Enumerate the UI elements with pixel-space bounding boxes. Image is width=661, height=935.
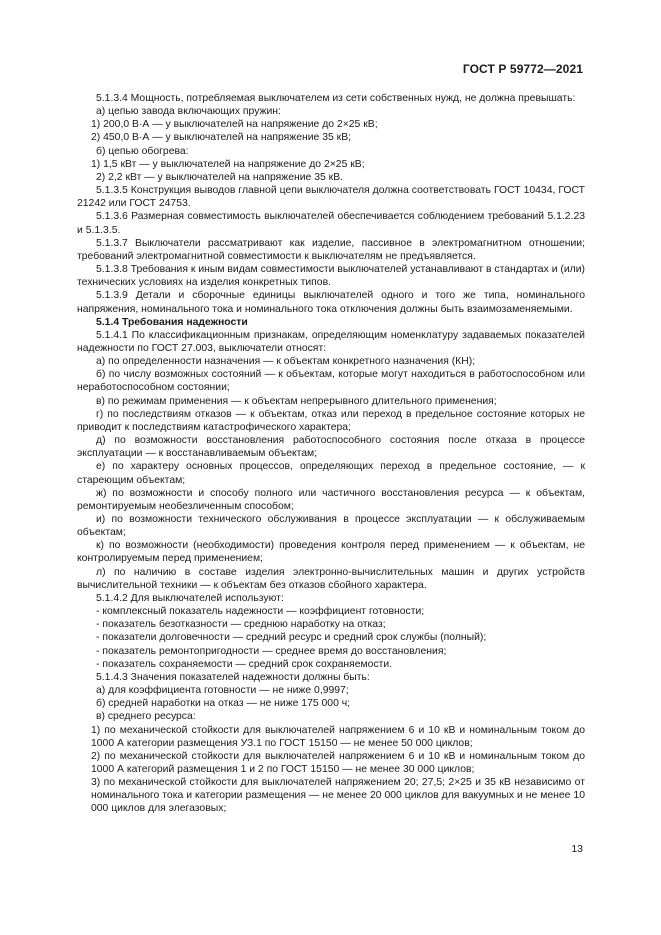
document-body	[77, 92, 585, 816]
paragraph: 5.1.4.3 Значения показателей надежности должны быть:	[96, 671, 370, 683]
paragraph: 2) по механической стойкости для выключателей напряжением 6 и 10 кВ и номинальным током до 1000 А категорий размещения 1 и 2 по ГОСТ 15150 — не менее 30 000 циклов;	[91, 750, 585, 775]
paragraph: 5.1.3.4 Мощность, потребляемая выключателем из сети собственных нужд, не должна превышать:	[96, 93, 576, 104]
paragraph: а) для коэффициента готовности — не ниже 0,9997;	[96, 685, 349, 697]
paragraph: 5.1.3.7 Выключатели рассматривают как изделие, пассивное в электромагнитном отношении; требований электромагнитной совместимости к выключателям не предъявляется.	[77, 237, 585, 262]
paragraph: 5.1.3.5 Конструкция выводов главной цепи выключателя должна соответствовать ГОСТ 10434, ГОСТ 21242 или ГОСТ 24753.	[77, 185, 585, 210]
paragraph: е) по характеру основных процессов, определяющих переход в предельное состояние, — к стареющим объектам;	[77, 461, 585, 486]
paragraph: 5.1.3.8 Требования к иным видам совместимости выключателей устанавливают в стандартах и (или) технических условиях на изделия конкретных типов.	[77, 264, 585, 289]
paragraph: в) среднего ресурса:	[96, 711, 196, 723]
paragraph: 5.1.3.6 Размерная совместимость выключателей обеспечивается соблюдением требований 5.1.2.23 и 5.1.3.5.	[77, 211, 585, 236]
paragraph: 2) 450,0 В·А — у выключателей на напряжение 35 кВ;	[91, 132, 352, 144]
paragraph: а) по определенности назначения — к объектам конкретного назначения (КН);	[96, 356, 476, 368]
paragraph: 1) 1,5 кВт — у выключателей на напряжение до 2×25 кВ;	[91, 158, 365, 170]
paragraph: 3) по механической стойкости для выключателей напряжением 20; 27,5; 2×25 и 35 кВ независимо от номинального тока и категории размещения — не менее 20 000 циклов для вакуумных и не менее 10 000 циклов для элегазовых;	[91, 777, 585, 815]
paragraph: д) по возможности восстановления работоспособного состояния после отказа в процессе эксплуатации — к восстанавливаемым объектам;	[77, 435, 585, 460]
paragraph: к) по возможности (необходимости) проведения контроля перед применением — к объектам, не контролируемым перед применением;	[77, 540, 585, 565]
paragraph: и) по возможности технического обслуживания в процессе эксплуатации — к обслуживаемым объектам;	[77, 514, 585, 539]
paragraph: ж) по возможности и способу полного или частичного восстановления ресурса — к объектам, ремонтируемым необезличенным способом;	[77, 487, 585, 512]
paragraph: - показатели долговечности — средний ресурс и средний срок службы (полный);	[96, 632, 487, 644]
paragraph: в) по режимам применения — к объектам непрерывного длительного применения;	[96, 395, 497, 407]
paragraph: г) по последствиям отказов — к объектам, отказ или переход в предельное состояние которых не приводит к последствиям катастрофического характера;	[77, 408, 585, 433]
paragraph: 5.1.4.2 Для выключателей используют:	[96, 592, 284, 604]
paragraph: 5.1.4.1 По классификационным признакам, определяющим номенклатуру задаваемых показателей надежности по ГОСТ 27.003, выключатели относят:	[77, 329, 585, 354]
document-code: ГОСТ Р 59772—2021	[462, 62, 583, 76]
paragraph: 1) по механической стойкости для выключателей напряжением 6 и 10 кВ и номинальным током до 1000 А категории размещения УЗ.1 по ГОСТ 15150 — не менее 50 000 циклов;	[91, 724, 585, 749]
paragraph: а) цепью завода включающих пружин:	[96, 106, 281, 118]
page-number: 13	[571, 843, 583, 855]
paragraph: 2) 2,2 кВт — у выключателей на напряжение 35 кВ.	[96, 171, 344, 183]
paragraph: б) по числу возможных состояний — к объектам, которые могут находиться в работоспособном или неработоспособном состоянии;	[77, 369, 585, 394]
paragraph: - комплексный показатель надежности — коэффициент готовности;	[96, 606, 425, 618]
paragraph: 5.1.3.9 Детали и сборочные единицы выключателей одного и того же типа, номинального напряжения, номинального тока и номинального тока отключения должны быть взаимозаменяемыми.	[77, 290, 585, 315]
paragraph: - показатель ремонтопригодности — среднее время до восстановления;	[96, 645, 447, 657]
paragraph: б) средней наработки на отказ — не ниже 175 000 ч;	[96, 698, 351, 710]
paragraph: б) цепью обогрева:	[96, 145, 189, 157]
paragraph: л) по наличию в составе изделия электронно-вычислительных машин и других устройств вычислительной техники — к объектам без отказов сбойного характера.	[77, 566, 585, 591]
paragraph: - показатель безотказности — среднюю наработку на отказ;	[96, 619, 386, 631]
paragraph: - показатель сохраняемости — средний срок сохраняемости.	[96, 658, 393, 670]
section-heading: 5.1.4 Требования надежности	[96, 316, 248, 328]
paragraph: 1) 200,0 В·А — у выключателей на напряжение до 2×25 кВ;	[91, 119, 378, 131]
